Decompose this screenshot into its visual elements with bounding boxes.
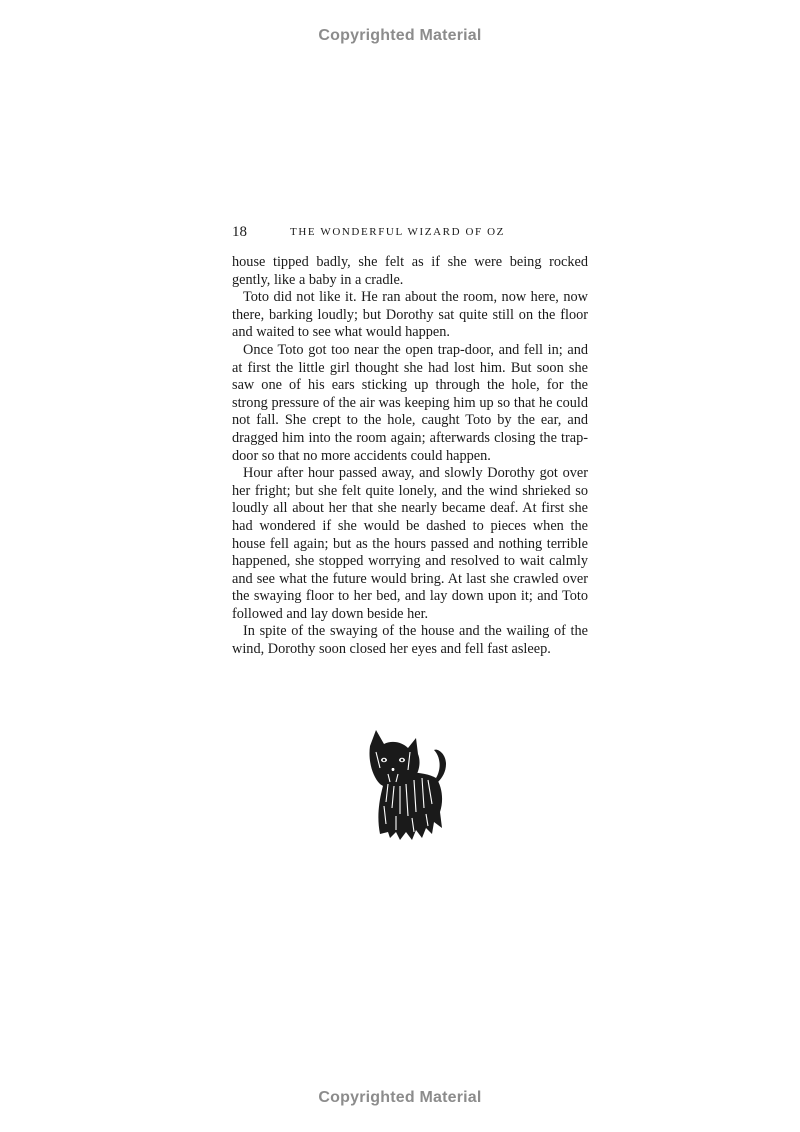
paragraph: house tipped badly, she felt as if she were being rocked gently, like a baby in a cradle. xyxy=(232,254,588,288)
running-head xyxy=(232,224,588,244)
toto-dog-illustration xyxy=(362,724,458,848)
book-title: THE WONDERFUL WIZARD OF OZ xyxy=(290,226,505,238)
paragraph: Toto did not like it. He ran about the room, now here, now there, barking loudly; but Dorothy sat quite still on the floor and waited to see what would happen. xyxy=(232,289,588,341)
paragraph: Once Toto got too near the open trap-door, and fell in; and at first the little girl thought she had lost him. But soon she saw one of his ears sticking up through the hole, for the strong pressure of the air was keeping him up so that he could not fall. She crept to the hole, caught Toto by the ear, and dragged him into the room again; afterwards closing the trap-door so that no more accidents could happen. xyxy=(232,341,588,464)
paragraph: Hour after hour passed away, and slowly Dorothy got over her fright; but she felt quite lonely, and the wind shrieked so loudly all about her that she nearly became deaf. At first she had wondered if she would be dashed to pieces when the house fell again; but as the hours passed and nothing terrible happened, she stopped worrying and resolved to wait calmly and see what the future would bring. At last she crawled over the swaying floor to her bed, and lay down upon it; and Toto followed and lay down beside her. xyxy=(232,465,588,622)
copyright-watermark-top: Copyrighted Material xyxy=(318,27,482,44)
copyright-watermark-bottom: Copyrighted Material xyxy=(318,1089,482,1106)
paragraph: In spite of the swaying of the house and the wailing of the wind, Dorothy soon closed her eyes and fell fast asleep. xyxy=(232,623,588,658)
body-text xyxy=(232,254,588,659)
page-number: 18 xyxy=(232,224,247,240)
